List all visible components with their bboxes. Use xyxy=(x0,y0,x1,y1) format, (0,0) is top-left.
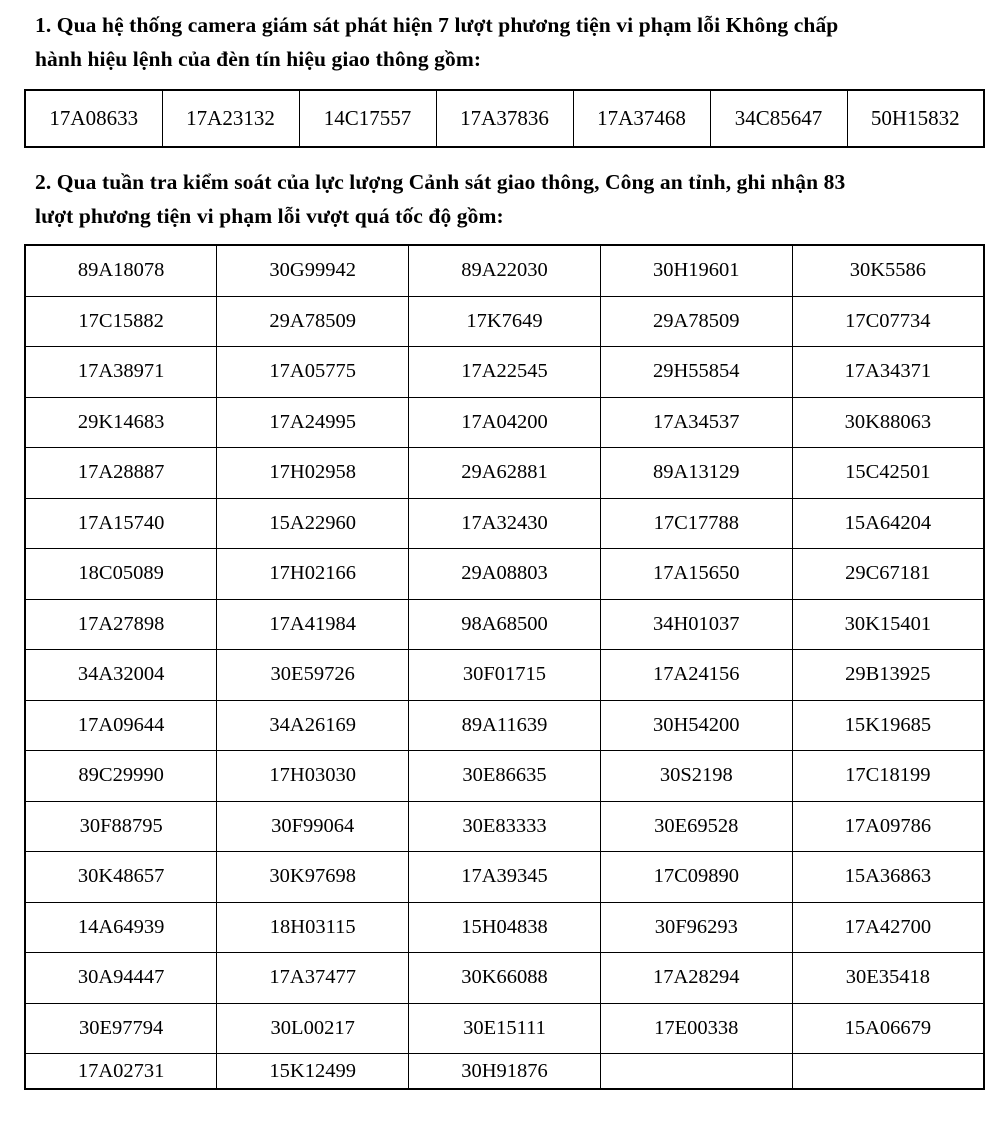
plate-cell: 17A09786 xyxy=(792,801,984,852)
plate-cell: 29H55854 xyxy=(600,347,792,398)
plate-cell: 30A94447 xyxy=(25,953,217,1004)
section1-heading-line1: 1. Qua hệ thống camera giám sát phát hiện 7 lượt phương tiện vi phạm lỗi Không chấp xyxy=(35,13,839,37)
plate-cell: 30H19601 xyxy=(600,245,792,296)
plate-cell: 18C05089 xyxy=(25,549,217,600)
table-row xyxy=(25,801,984,852)
table-row xyxy=(25,852,984,903)
table-row xyxy=(25,700,984,751)
table-row xyxy=(25,650,984,701)
plate-cell: 30E97794 xyxy=(25,1003,217,1054)
plate-cell: 17A34537 xyxy=(600,397,792,448)
section1-heading xyxy=(35,8,986,76)
plate-cell: 30H91876 xyxy=(409,1054,601,1090)
camera-violations-table xyxy=(24,89,985,148)
plate-cell: 89A13129 xyxy=(600,448,792,499)
plate-cell: 30L00217 xyxy=(217,1003,409,1054)
plate-cell: 17A24156 xyxy=(600,650,792,701)
plate-cell: 17A37477 xyxy=(217,953,409,1004)
plate-cell: 30E59726 xyxy=(217,650,409,701)
plate-cell: 89A22030 xyxy=(409,245,601,296)
plate-cell: 98A68500 xyxy=(409,599,601,650)
section2-heading xyxy=(35,165,986,233)
plate-cell: 17A39345 xyxy=(409,852,601,903)
speeding-violations-table xyxy=(24,244,985,1090)
table-row xyxy=(25,953,984,1004)
plate-cell: 17A02731 xyxy=(25,1054,217,1090)
plate-cell: 17C15882 xyxy=(25,296,217,347)
section2-heading-line1: 2. Qua tuần tra kiểm soát của lực lượng Cảnh sát giao thông, Công an tỉnh, ghi nhận 83 xyxy=(35,170,846,194)
plate-cell: 29A78509 xyxy=(600,296,792,347)
plate-cell: 17A23132 xyxy=(162,90,299,147)
plate-cell: 17A15650 xyxy=(600,549,792,600)
plate-cell: 17A38971 xyxy=(25,347,217,398)
table-row xyxy=(25,751,984,802)
plate-cell: 29A78509 xyxy=(217,296,409,347)
plate-cell: 17E00338 xyxy=(600,1003,792,1054)
plate-cell: 89C29990 xyxy=(25,751,217,802)
plate-cell: 30F99064 xyxy=(217,801,409,852)
table-row xyxy=(25,1003,984,1054)
plate-cell: 29A08803 xyxy=(409,549,601,600)
plate-cell: 17K7649 xyxy=(409,296,601,347)
plate-cell: 30G99942 xyxy=(217,245,409,296)
plate-cell: 34H01037 xyxy=(600,599,792,650)
plate-cell: 30K5586 xyxy=(792,245,984,296)
plate-cell: 30S2198 xyxy=(600,751,792,802)
plate-cell: 89A18078 xyxy=(25,245,217,296)
section2-heading-line2: lượt phương tiện vi phạm lỗi vượt quá tốc độ gồm: xyxy=(35,204,504,228)
plate-cell: 17A05775 xyxy=(217,347,409,398)
table-row xyxy=(25,498,984,549)
plate-cell: 18H03115 xyxy=(217,902,409,953)
plate-cell: 14A64939 xyxy=(25,902,217,953)
plate-cell: 17A27898 xyxy=(25,599,217,650)
plate-cell: 17A41984 xyxy=(217,599,409,650)
plate-cell: 29K14683 xyxy=(25,397,217,448)
plate-cell: 30K88063 xyxy=(792,397,984,448)
table-row xyxy=(25,549,984,600)
plate-cell: 30F01715 xyxy=(409,650,601,701)
plate-cell: 29B13925 xyxy=(792,650,984,701)
plate-cell: 29C67181 xyxy=(792,549,984,600)
plate-cell: 30E86635 xyxy=(409,751,601,802)
plate-cell: 34C85647 xyxy=(710,90,847,147)
plate-cell: 30H54200 xyxy=(600,700,792,751)
plate-cell: 89A11639 xyxy=(409,700,601,751)
section1-heading-line2: hành hiệu lệnh của đèn tín hiệu giao thông gồm: xyxy=(35,47,482,71)
plate-cell: 30F96293 xyxy=(600,902,792,953)
plate-cell: 29A62881 xyxy=(409,448,601,499)
plate-cell: 17C09890 xyxy=(600,852,792,903)
plate-cell: 17A09644 xyxy=(25,700,217,751)
plate-cell: 15K19685 xyxy=(792,700,984,751)
table-row xyxy=(25,599,984,650)
plate-cell: 15A36863 xyxy=(792,852,984,903)
table-row xyxy=(25,296,984,347)
plate-cell: 17C17788 xyxy=(600,498,792,549)
plate-cell: 30K66088 xyxy=(409,953,601,1004)
plate-cell: 30K15401 xyxy=(792,599,984,650)
table-row xyxy=(25,245,984,296)
plate-cell: 34A32004 xyxy=(25,650,217,701)
camera-violations-table-body xyxy=(25,90,984,147)
plate-cell: 30K97698 xyxy=(217,852,409,903)
plate-cell: 34A26169 xyxy=(217,700,409,751)
plate-cell: 17A04200 xyxy=(409,397,601,448)
empty-cell xyxy=(792,1054,984,1090)
plate-cell: 17C18199 xyxy=(792,751,984,802)
table-row xyxy=(25,1054,984,1090)
plate-cell: 17A08633 xyxy=(25,90,162,147)
plate-cell: 17H03030 xyxy=(217,751,409,802)
plate-cell: 15H04838 xyxy=(409,902,601,953)
plate-cell: 17A37468 xyxy=(573,90,710,147)
plate-cell: 17H02166 xyxy=(217,549,409,600)
plate-cell: 30K48657 xyxy=(25,852,217,903)
plate-cell: 30E69528 xyxy=(600,801,792,852)
plate-cell: 15C42501 xyxy=(792,448,984,499)
plate-cell: 15K12499 xyxy=(217,1054,409,1090)
table-row xyxy=(25,448,984,499)
table-row xyxy=(25,90,984,147)
plate-cell: 17C07734 xyxy=(792,296,984,347)
table-row xyxy=(25,902,984,953)
plate-cell: 17A32430 xyxy=(409,498,601,549)
plate-cell: 17H02958 xyxy=(217,448,409,499)
plate-cell: 15A06679 xyxy=(792,1003,984,1054)
plate-cell: 17A28294 xyxy=(600,953,792,1004)
plate-cell: 17A34371 xyxy=(792,347,984,398)
plate-cell: 17A22545 xyxy=(409,347,601,398)
plate-cell: 30E35418 xyxy=(792,953,984,1004)
plate-cell: 30F88795 xyxy=(25,801,217,852)
plate-cell: 17A24995 xyxy=(217,397,409,448)
plate-cell: 17A28887 xyxy=(25,448,217,499)
table-row xyxy=(25,347,984,398)
table-row xyxy=(25,397,984,448)
plate-cell: 15A22960 xyxy=(217,498,409,549)
plate-cell: 15A64204 xyxy=(792,498,984,549)
plate-cell: 17A42700 xyxy=(792,902,984,953)
plate-cell: 30E15111 xyxy=(409,1003,601,1054)
plate-cell: 14C17557 xyxy=(299,90,436,147)
empty-cell xyxy=(600,1054,792,1090)
speeding-violations-table-body xyxy=(25,245,984,1089)
plate-cell: 17A15740 xyxy=(25,498,217,549)
plate-cell: 17A37836 xyxy=(436,90,573,147)
plate-cell: 50H15832 xyxy=(847,90,984,147)
plate-cell: 30E83333 xyxy=(409,801,601,852)
